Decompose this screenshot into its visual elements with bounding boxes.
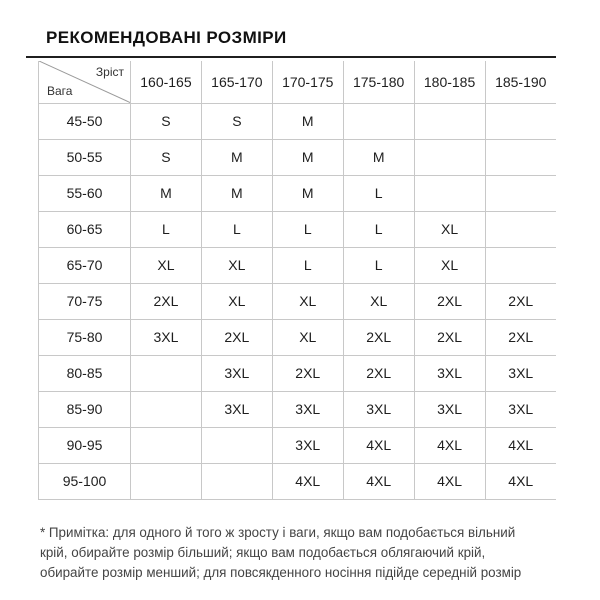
weight-row-header: 50-55: [39, 139, 131, 175]
column-header: 160-165: [131, 61, 202, 103]
size-cell: M: [131, 175, 202, 211]
footnote-line: крій, обирайте розмір більший; якщо вам подобається облягаючий крій,: [40, 545, 486, 560]
size-cell: 2XL: [414, 319, 485, 355]
size-cell: 3XL: [414, 391, 485, 427]
size-cell: 4XL: [485, 463, 556, 499]
size-cell: 2XL: [343, 355, 414, 391]
column-header: 170-175: [272, 61, 343, 103]
size-cell: M: [272, 103, 343, 139]
weight-row-header: 70-75: [39, 283, 131, 319]
size-cell: L: [343, 175, 414, 211]
size-cell: 4XL: [343, 427, 414, 463]
size-cell: XL: [272, 283, 343, 319]
weight-row-header: 80-85: [39, 355, 131, 391]
size-cell: [485, 175, 556, 211]
size-cell: [485, 247, 556, 283]
weight-row-header: 95-100: [39, 463, 131, 499]
table-row: [39, 319, 557, 355]
size-cell: [343, 103, 414, 139]
size-cell: 3XL: [485, 391, 556, 427]
weight-row-header: 65-70: [39, 247, 131, 283]
size-cell: XL: [131, 247, 202, 283]
weight-row-header: 75-80: [39, 319, 131, 355]
size-cell: 4XL: [414, 463, 485, 499]
size-cell: S: [201, 103, 272, 139]
size-cell: 4XL: [485, 427, 556, 463]
table-row: [39, 355, 557, 391]
corner-header-cell: [39, 61, 131, 103]
footnote: [40, 523, 580, 583]
size-cell: [131, 391, 202, 427]
table-row: [39, 427, 557, 463]
table-row: [39, 391, 557, 427]
size-cell: [414, 175, 485, 211]
size-cell: [485, 103, 556, 139]
header-row: [39, 61, 557, 103]
table-row: [39, 463, 557, 499]
weight-row-header: 45-50: [39, 103, 131, 139]
size-cell: 2XL: [343, 319, 414, 355]
size-cell: M: [201, 139, 272, 175]
size-cell: M: [201, 175, 272, 211]
table-row: [39, 211, 557, 247]
size-cell: XL: [414, 211, 485, 247]
size-cell: S: [131, 103, 202, 139]
size-cell: XL: [414, 247, 485, 283]
weight-row-header: 90-95: [39, 427, 131, 463]
size-cell: 2XL: [414, 283, 485, 319]
size-cell: [131, 355, 202, 391]
column-header: 185-190: [485, 61, 556, 103]
size-cell: 3XL: [343, 391, 414, 427]
size-cell: [485, 139, 556, 175]
footnote-line: * Примітка: для одного й того ж зросту і ваги, якщо вам подобається вільний: [40, 525, 516, 540]
size-cell: XL: [272, 319, 343, 355]
size-cell: M: [272, 175, 343, 211]
weight-row-header: 55-60: [39, 175, 131, 211]
size-cell: 2XL: [485, 283, 556, 319]
column-header: 165-170: [201, 61, 272, 103]
size-cell: 3XL: [201, 355, 272, 391]
size-cell: 3XL: [201, 391, 272, 427]
size-cell: XL: [343, 283, 414, 319]
size-cell: 2XL: [272, 355, 343, 391]
size-cell: M: [343, 139, 414, 175]
page-title: РЕКОМЕНДОВАНІ РОЗМІРИ: [46, 28, 287, 47]
table-row: [39, 175, 557, 211]
size-cell: [485, 211, 556, 247]
column-header: 175-180: [343, 61, 414, 103]
size-cell: 3XL: [485, 355, 556, 391]
size-cell: 2XL: [201, 319, 272, 355]
size-cell: 3XL: [272, 427, 343, 463]
weight-row-header: 85-90: [39, 391, 131, 427]
size-cell: 3XL: [414, 355, 485, 391]
size-cell: XL: [201, 247, 272, 283]
size-cell: L: [343, 247, 414, 283]
size-cell: [414, 103, 485, 139]
size-cell: [414, 139, 485, 175]
size-cell: 4XL: [343, 463, 414, 499]
size-cell: 3XL: [272, 391, 343, 427]
size-cell: 4XL: [414, 427, 485, 463]
title-divider: [26, 56, 556, 58]
size-cell: [131, 427, 202, 463]
size-cell: [131, 463, 202, 499]
size-cell: 2XL: [131, 283, 202, 319]
weight-axis-label: Вага: [47, 83, 73, 98]
table-row: [39, 283, 557, 319]
table-row: [39, 247, 557, 283]
table-row: [39, 139, 557, 175]
footnote-line: обирайте розмір менший; для повсякденного носіння підійде середній розмір: [40, 565, 522, 580]
size-cell: L: [272, 211, 343, 247]
size-cell: [201, 427, 272, 463]
size-cell: M: [272, 139, 343, 175]
height-axis-label: Зріст: [95, 65, 124, 79]
size-cell: 2XL: [485, 319, 556, 355]
size-cell: XL: [201, 283, 272, 319]
size-cell: S: [131, 139, 202, 175]
size-cell: L: [131, 211, 202, 247]
size-cell: [201, 463, 272, 499]
size-cell: 4XL: [272, 463, 343, 499]
size-chart-table: [38, 61, 556, 500]
size-cell: 3XL: [131, 319, 202, 355]
weight-row-header: 60-65: [39, 211, 131, 247]
size-cell: L: [201, 211, 272, 247]
column-header: 180-185: [414, 61, 485, 103]
size-cell: L: [343, 211, 414, 247]
table-row: [39, 103, 557, 139]
size-cell: L: [272, 247, 343, 283]
